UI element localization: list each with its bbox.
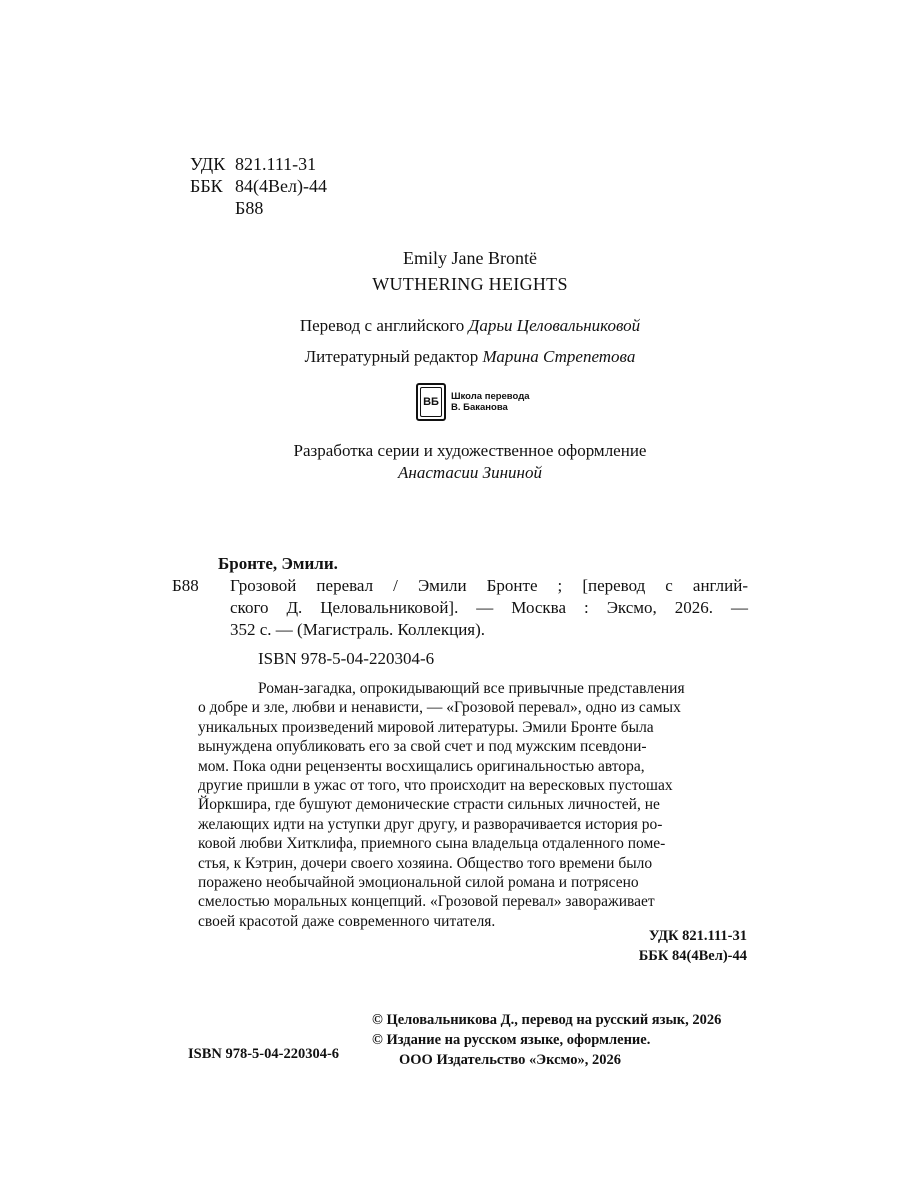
editor-credit — [0, 346, 900, 368]
catalog-line-2: ского Д. Целовальниковой]. — Москва : Эксмо, 2026. — — [230, 598, 748, 617]
udk-value: 821.111-31 — [235, 154, 317, 174]
logo-line-1: Школа перевода — [451, 391, 530, 402]
logo-mark-icon: ВБ — [416, 383, 446, 421]
annotation-line: Роман-загадка, опрокидывающий все привычные представления — [258, 680, 685, 697]
annotation-line: своей красотой даже современного читателя. — [198, 912, 496, 930]
annotation-line: Йоркшира, где бушуют демонические страсти сильных личностей, не — [198, 796, 660, 814]
original-author: Emily Jane Brontë — [403, 248, 537, 268]
annotation-line: ковой любви Хитклифа, приемного сына владельца отдаленного поме- — [198, 835, 666, 853]
editor-prefix: Литературный редактор — [304, 347, 483, 366]
copyright-line-3: ООО Издательство «Эксмо», 2026 — [399, 1052, 621, 1068]
catalog-line-3: 352 с. — (Магистраль. Коллекция). — [230, 620, 486, 639]
author-mark: Б88 — [235, 198, 264, 218]
annotation-line: другие пришли в ужас от того, что происходит на вересковых пустошах — [198, 777, 673, 795]
bbk-value: 84(4Вел)-44 — [235, 176, 327, 196]
annotation-line: желающих идти на уступки друг другу, и разворачивается история ро- — [198, 815, 663, 833]
catalog-isbn: ISBN 978-5-04-220304-6 — [258, 649, 435, 668]
bottom-isbn: ISBN 978-5-04-220304-6 — [188, 1046, 340, 1062]
catalog-line-1: Грозовой перевал / Эмили Бронте ; [перевод с англий- — [230, 576, 748, 595]
logo-line-2: В. Баканова — [451, 402, 508, 413]
annotation-line: о добре и зле, любви и ненависти, — «Грозовой перевал», одно из самых — [198, 699, 681, 717]
annotation-line: уникальных произведений мировой литературы. Эмили Бронте была — [198, 718, 654, 736]
bbk-label: ББК — [190, 176, 223, 196]
copyright-block — [372, 1010, 721, 1070]
classification-codes-bottom — [639, 926, 747, 966]
annotation-line: мом. Пока одни рецензенты восхищались оригинальностью автора, — [198, 757, 645, 775]
catalog-mark: Б88 — [172, 576, 199, 595]
translation-credit — [0, 315, 900, 337]
copyright-line-2: © Издание на русском языке, оформление. — [372, 1032, 651, 1048]
annotation-line: поражено необычайной эмоциональной силой романа и потрясено — [198, 874, 639, 892]
bottom-bbk: ББК 84(4Вел)-44 — [638, 948, 747, 964]
annotation-line: вынуждена опубликовать его за свой счет и под мужским псевдони- — [198, 738, 647, 756]
editor-name: Марина Стрепетова — [482, 347, 636, 366]
translation-school-logo — [416, 383, 530, 421]
annotation — [198, 679, 748, 931]
translation-prefix: Перевод с английского — [299, 316, 469, 335]
copyright-line-1: © Целовальникова Д., перевод на русский язык, 2026 — [372, 1012, 722, 1028]
annotation-line: стья, к Кэтрин, дочери своего хозяина. Общество того времени было — [198, 854, 653, 872]
logo-text — [451, 391, 530, 413]
design-credit: Разработка серии и художественное оформление — [293, 441, 647, 460]
translator-name: Дарьи Целовальниковой — [468, 316, 641, 335]
classification-codes-top — [190, 152, 327, 218]
bottom-udk: УДК 821.111-31 — [648, 928, 747, 944]
designer-name: Анастасии Зининой — [398, 463, 542, 482]
udk-label: УДК — [190, 154, 226, 174]
annotation-line: смелостью моральных концепций. «Грозовой перевал» завораживает — [198, 893, 655, 911]
original-title: WUTHERING HEIGHTS — [372, 274, 568, 294]
catalog-heading: Бронте, Эмили. — [218, 554, 338, 573]
